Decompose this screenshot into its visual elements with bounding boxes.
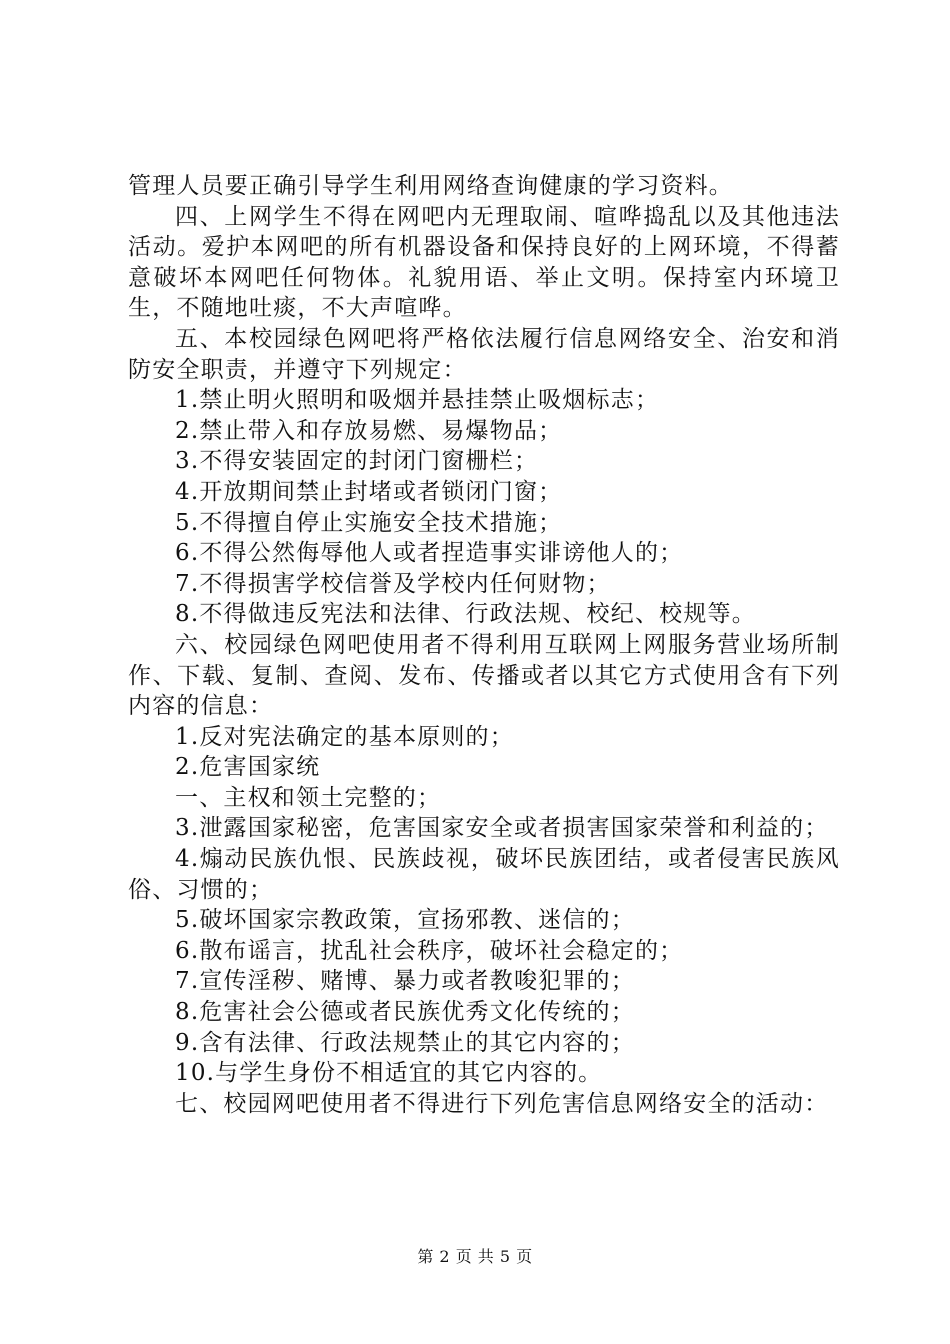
list-item: 2.危害国家统 <box>175 754 321 781</box>
paragraph: 一、主权和领土完整的； <box>175 784 442 811</box>
list-item: 10.与学生身份不相适宜的其它内容的。 <box>175 1060 603 1087</box>
list-item: 4.煽动民族仇恨、民族歧视，破坏民族团结，或者侵害民族风俗、习惯的； <box>128 846 840 903</box>
list-item: 3.不得安装固定的封闭门窗栅栏； <box>175 448 539 475</box>
page-number-footer: 第 2 页 共 5 页 <box>417 1247 533 1266</box>
list-item: 8.危害社会公德或者民族优秀文化传统的； <box>175 999 635 1026</box>
list-item: 9.含有法律、行政法规禁止的其它内容的； <box>175 1029 635 1056</box>
document-body <box>128 171 840 1119</box>
paragraph: 五、本校园绿色网吧将严格依法履行信息网络安全、治安和消防安全职责，并遵守下列规定： <box>128 325 840 383</box>
list-item: 1.反对宪法确定的基本原则的； <box>175 723 514 750</box>
list-item: 8.不得做违反宪法和法律、行政法规、校纪、校规等。 <box>175 601 756 628</box>
list-item: 5.不得擅自停止实施安全技术措施； <box>175 509 563 536</box>
list-item: 7.不得损害学校信誉及学校内任何财物； <box>175 570 611 597</box>
paragraph: 六、校园绿色网吧使用者不得利用互联网上网服务营业场所制作、下载、复制、查阅、发布、传播或者以其它方式使用含有下列内容的信息： <box>128 631 840 720</box>
list-item: 3.泄露国家秘密，危害国家安全或者损害国家荣誉和利益的； <box>175 815 829 842</box>
paragraph: 管理人员要正确引导学生利用网络查询健康的学习资料。 <box>128 173 733 199</box>
paragraph: 七、校园网吧使用者不得进行下列危害信息网络安全的活动： <box>175 1090 829 1117</box>
list-item: 7.宣传淫秽、赌博、暴力或者教唆犯罪的； <box>175 968 635 995</box>
list-item: 6.不得公然侮辱他人或者捏造事实诽谤他人的； <box>175 540 684 567</box>
paragraph: 四、上网学生不得在网吧内无理取闹、喧哗捣乱以及其他违法活动。爱护本网吧的所有机器设备和保持良好的上网环境，不得蓄意破坏本网吧任何物体。礼貌用语、举止文明。保持室内环境卫生，不随地吐痰，不大声喧哗。 <box>128 203 840 322</box>
list-item: 5.破坏国家宗教政策，宣扬邪教、迷信的； <box>175 907 635 934</box>
list-item: 6.散布谣言，扰乱社会秩序，破坏社会稳定的； <box>175 937 684 964</box>
list-item: 4.开放期间禁止封堵或者锁闭门窗； <box>175 478 563 505</box>
list-item: 1.禁止明火照明和吸烟并悬挂禁止吸烟标志； <box>175 387 660 414</box>
list-item: 2.禁止带入和存放易燃、易爆物品； <box>175 417 563 444</box>
